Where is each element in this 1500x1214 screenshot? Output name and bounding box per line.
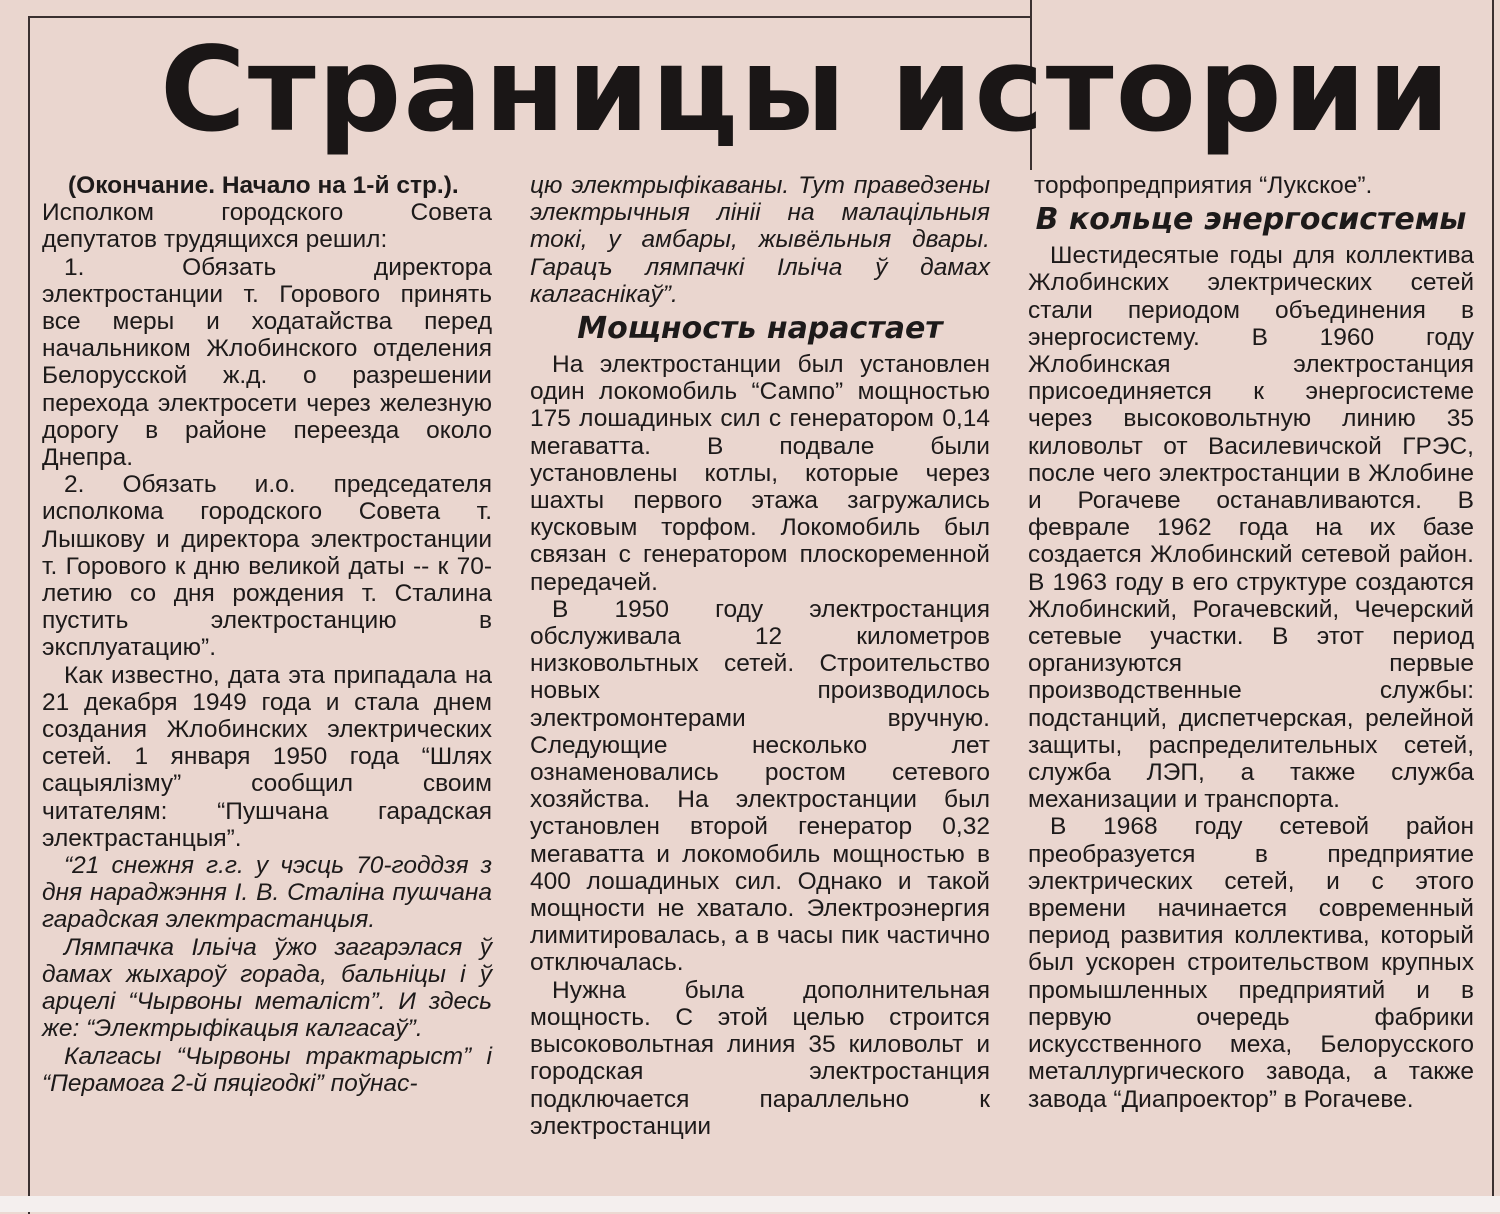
paragraph: Как известно, дата эта припадала на 21 декабря 1949 года и стала днем создания Жлобинских электрических сетей. 1 января 1950 года “Шлях сацыялізму” сообщил своим читателям: “Пушчана гарадская электрастанцыя”. <box>42 661 492 852</box>
paragraph: В 1950 году электростанция обслуживала 12 километров низковольтных сетей. Строительство новых производилось электромонтерами вручную. Следующие несколько лет ознаменовались ростом сетевого хозяйства. На электростанции был установлен второй генератор 0,32 мегаватта и локомобиль мощностью в 400 лошадиных сил. Однако и такой мощности не хватало. Электроэнергия лимитировалась, а в часы пик частично отключалась. <box>530 595 990 977</box>
article-column-2 <box>530 172 990 1140</box>
quote-paragraph: Лямпачка Ільіча ўжо загарэлася ў дамах жыхароў горада, бальніцы і ў арцелі “Чырвоны металіст”. И здесь же: “Электрыфікацыя калгасаў”. <box>42 933 492 1043</box>
quote-paragraph: Калгасы “Чырвоны трактарыст” і “Перамога 2-й пяцігодкі” поўнас- <box>42 1042 492 1097</box>
paragraph: 1. Обязать директора электростанции т. Горового принять все меры и ходатайства перед начальником Жлобинского отделения Белорусской ж.д. о разрешении перехода электросети через железную дорогу в районе переезда около Днепра. <box>42 253 492 472</box>
paragraph: 2. Обязать и.о. председателя исполкома городского Совета т. Лышкову и директора электростанции т. Горового к дню великой даты -- к 70-летию со дня рождения т. Сталина пустить электростанцию в эксплуатацию”. <box>42 471 492 662</box>
section-heading: В кольце энергосистемы <box>1035 202 1467 238</box>
paragraph: торфопредприятия “Лукское”. <box>1034 172 1373 199</box>
page-bottom-margin <box>0 1196 1500 1212</box>
quote-paragraph: цю электрыфікаваны. Тут праведзены электрычныя лініі на малацільныя токі, у амбары, жывёльныя двары. Гарацъ лямпачкі Ільіча ў дамах калгаснікаў”. <box>530 172 990 308</box>
article-column-1 <box>42 172 492 1097</box>
section-heading: Мощность нарастает <box>577 311 943 347</box>
paragraph: В 1968 году сетевой район преобразуется в предприятие электрических сетей, и с этого времени начинается современный период развития коллектива, который был ускорен строительством крупных промышленных предприятий и в первую очередь фабрики искусственного меха, Белорусского металлургического завода, а также завода “Диапроектор” в Рогачеве. <box>1028 813 1474 1113</box>
paragraph: Шестидесятые годы для коллектива Жлобинских электрических сетей стали периодом объединения в энергосистему. В 1960 году Жлобинская электростанция присоединяется к энергосистеме через высоковольтную линию 35 киловольт от Василевичской ГРЭС, после чего электростанции в Жлобине и Рогачеве останавливаются. В феврале 1962 года на их базе создается Жлобинский сетевой район. В 1963 году в его структуре создаются Жлобинский, Рогачевский, Чечерский сетевые участки. В этот период организуются первые производственные службы: подстанций, диспетчерская, релейной защиты, распределительных сетей, служба ЛЭП, а также служба механизации и транспорта. <box>1028 242 1474 814</box>
article-column-3 <box>1028 172 1474 1113</box>
continuation-note: (Окончание. Начало на 1-й стр.). <box>68 172 459 199</box>
paragraph: Исполком городского Совета депутатов трудящихся решил: <box>42 199 492 254</box>
paragraph: На электростанции был установлен один локомобиль “Сампо” мощностью 175 лошадиных сил с генератором 0,14 мегаватта. В подвале были установлены котлы, которые через шахты первого этажа загружались кусковым торфом. Локомобиль был связан с генератором плоскоременной передачей. <box>530 351 990 596</box>
article-title: Страницы истории <box>160 21 1452 158</box>
paragraph: Нужна была дополнительная мощность. С этой целью строится высоковольтная линия 35 киловольт и городская электростанция подключается параллельно к электростанции <box>530 976 990 1140</box>
quote-paragraph: “21 снежня г.г. у чэсць 70-годдзя з дня нараджэння І. В. Сталіна пушчана гарадская электрастанцыя. <box>42 852 492 934</box>
